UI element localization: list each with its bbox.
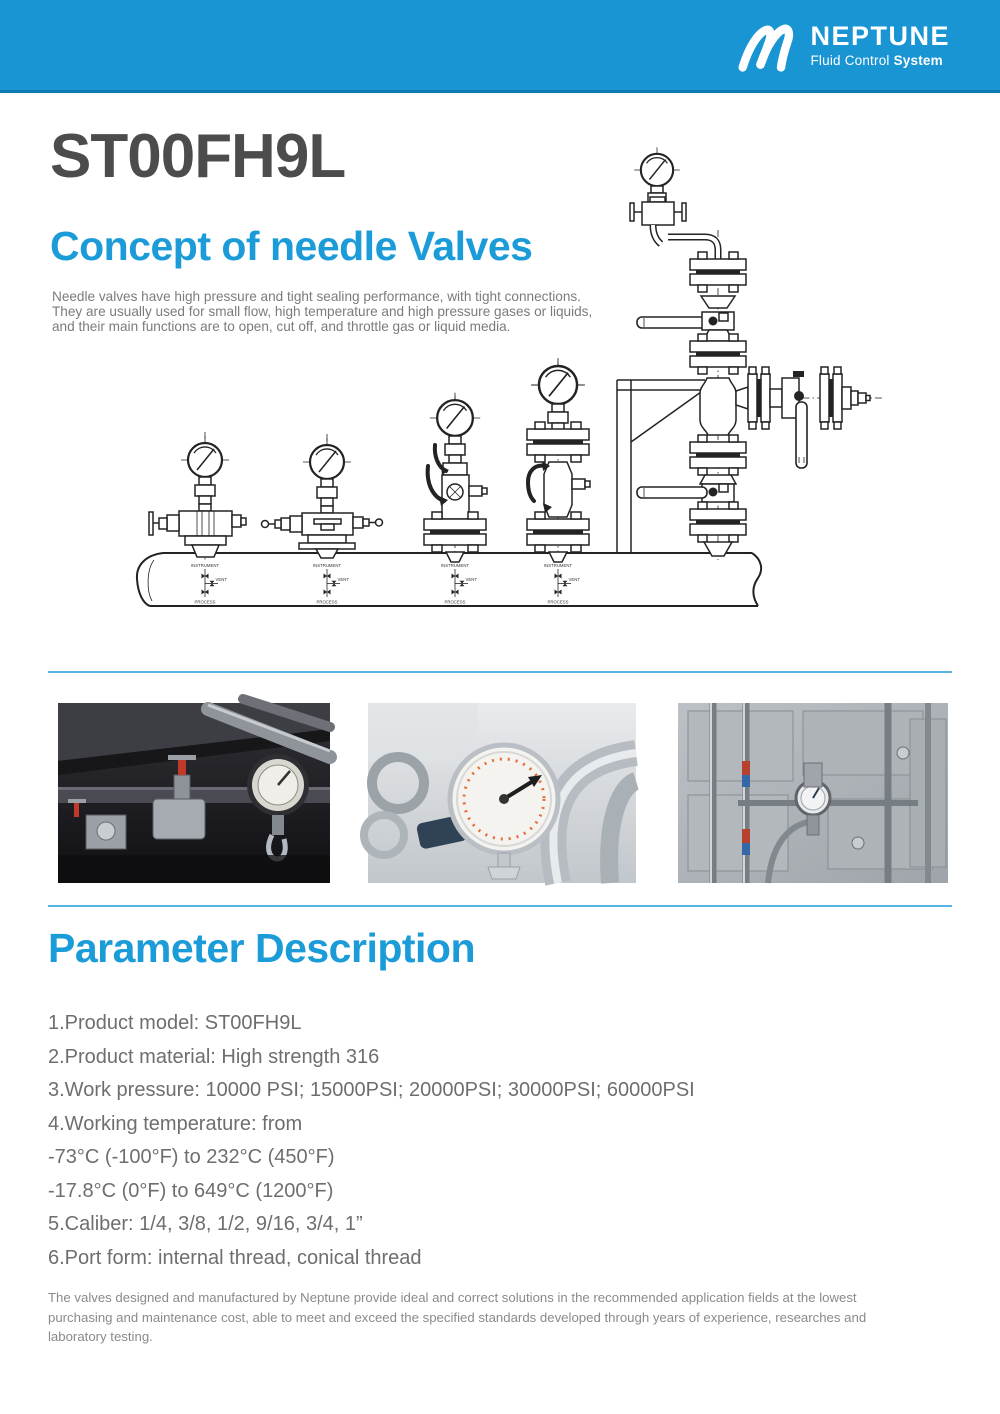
parameter-line: 1.Product model: ST00FH9L [48, 1012, 302, 1034]
top-banner [0, 0, 1000, 93]
parameter-line: 3.Work pressure: 10000 PSI; 15000PSI; 20000PSI; 30000PSI; 60000PSI [48, 1079, 695, 1101]
valve-installation-dark-photo [58, 703, 330, 883]
parameters-list [48, 1007, 695, 1275]
product-model-title: ST00FH9L [50, 122, 346, 191]
intro-line: Needle valves have high pressure and tight sealing performance, with tight connections. [52, 289, 581, 304]
tagline-bold: System [893, 52, 943, 68]
neptune-logo [736, 16, 950, 74]
gauge-valve-assembly-4 [527, 358, 590, 604]
brand-name: NEPTUNE [810, 20, 950, 51]
parameter-line: -17.8°C (0°F) to 649°C (1200°F) [48, 1179, 334, 1202]
parameter-line: 5.Caliber: 1/4, 3/8, 1/2, 9/16, 3/4, 1” [48, 1213, 363, 1235]
logo-text [810, 20, 950, 68]
footer-line: laboratory testing. [48, 1329, 153, 1344]
gauge-valve-assembly-1 [149, 432, 246, 605]
intro-line: and their main functions are to open, cut off, and throttle gas or liquid media. [52, 319, 511, 334]
main-pipe [137, 553, 761, 606]
manifold-riser-assembly [630, 147, 884, 560]
control-panel-pipes-photo [678, 703, 948, 883]
footer-line: purchasing and maintenance cost, able to meet and exceed the specified standards developed through years of experience, researches and [48, 1309, 867, 1325]
parameter-line: -73°C (-100°F) to 232°C (450°F) [48, 1146, 335, 1168]
pressure-gauge-closeup-photo [368, 703, 636, 883]
neptune-wave-icon [736, 16, 798, 74]
parameter-line: 4.Working temperature: from [48, 1112, 303, 1135]
gauge-valve-assembly-2 [262, 434, 383, 605]
page-title: Concept of needle Valves [50, 223, 533, 269]
needle-valve-technical-drawing [0, 130, 1000, 650]
footer-note [48, 1288, 928, 1347]
parameters-heading: Parameter Description [48, 925, 476, 971]
parameter-line: 2.Product material: High strength 316 [48, 1045, 380, 1068]
section-divider [48, 905, 952, 907]
tagline-regular: Fluid Control [810, 52, 894, 68]
intro-line: They are usually used for small flow, high temperature and high pressure gases or liquids, [52, 304, 593, 319]
footer-line: The valves designed and manufactured by Neptune provide ideal and correct solutions in the recommended application fields at the lowest [48, 1290, 857, 1305]
parameter-line: 6.Port form: internal thread, conical thread [48, 1246, 422, 1269]
gauge-valve-assembly-3 [424, 393, 487, 605]
section-divider [48, 671, 952, 673]
brand-tagline [810, 54, 950, 68]
